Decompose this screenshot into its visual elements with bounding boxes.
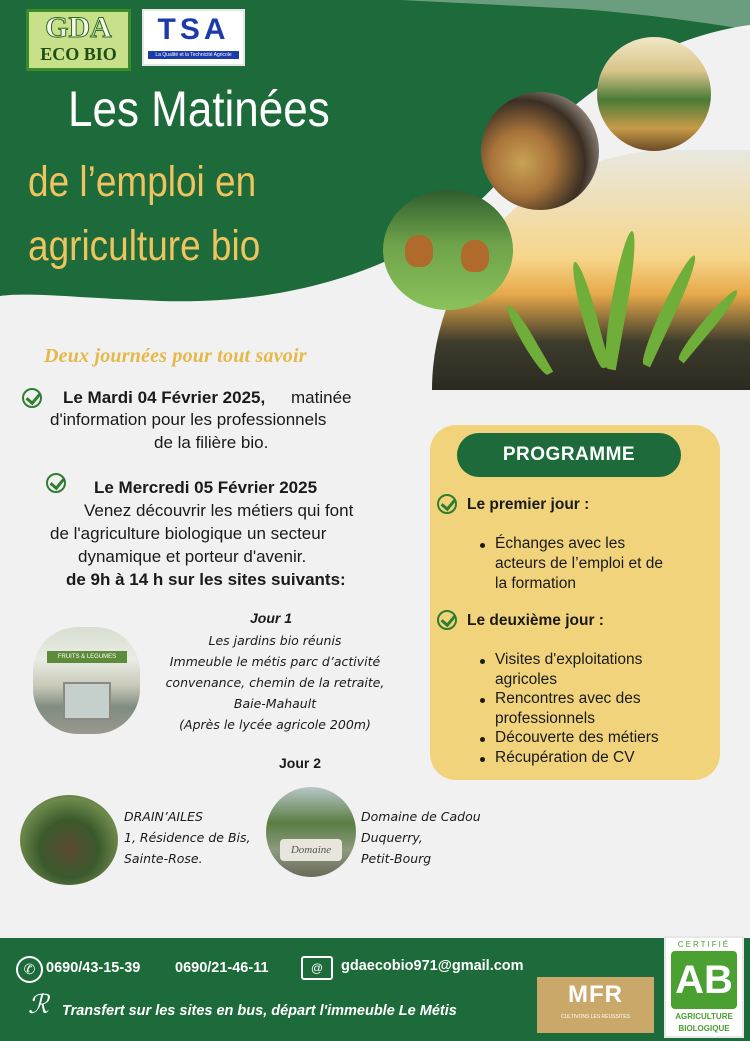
ab-certified-logo	[664, 936, 744, 1038]
ab-line-1: AGRICULTURE	[675, 1012, 733, 1021]
title-line-3: agriculture bio	[28, 222, 261, 270]
drainailes-photo	[20, 795, 118, 885]
jour1-address-line: Les jardins bio réunis	[208, 633, 342, 648]
shop-photo	[33, 627, 140, 734]
gda-eco-bio-logo	[26, 9, 131, 71]
ab-cert-text: CERTIFIÉ	[677, 940, 731, 949]
day2-text-2: de l'agriculture biologique un secteur	[50, 524, 327, 543]
tagline: Deux journées pour tout savoir	[44, 345, 307, 367]
jour2-label: Jour 2	[279, 755, 322, 771]
day1-date: Le Mardi 04 Février 2025,	[63, 388, 266, 407]
bullet	[480, 757, 485, 762]
mfr-logo-text: MFR	[568, 981, 623, 1008]
phone-icon: ✆	[16, 956, 43, 983]
bottles-photo	[597, 37, 711, 151]
day2-date: Le Mercredi 05 Février 2025	[94, 478, 318, 497]
programme-item-line: Récupération de CV	[495, 749, 635, 766]
products-photo	[481, 92, 599, 210]
domaine-photo	[266, 787, 356, 877]
domaine-line: Domaine de Cadou	[361, 809, 481, 824]
title-line-2: de l’emploi en	[28, 158, 257, 206]
jour1-label: Jour 1	[250, 610, 293, 626]
programme-item-line: professionnels	[495, 710, 595, 727]
ab-mark: AB	[671, 951, 737, 1009]
programme-item-line: la formation	[495, 575, 576, 592]
gda-logo-subtext: ECO BIO	[40, 44, 117, 64]
jour1-address-line: Immeuble le métis parc d’activité	[169, 654, 381, 669]
tsa-logo	[142, 9, 245, 66]
phone-number-2[interactable]: 0690/21-46-11	[175, 960, 269, 976]
programme-day2-item	[495, 748, 635, 768]
programme-item-line: acteurs de l’emploi et de	[495, 555, 664, 572]
day1-text-2: d'information pour les professionnels	[50, 410, 327, 429]
day2-text-3: dynamique et porteur d'avenir.	[78, 547, 307, 566]
email-address[interactable]: gdaecobio971@gmail.com	[341, 958, 524, 974]
drainailes-address	[124, 806, 250, 869]
programme-day2-item	[495, 689, 641, 729]
bullet	[480, 659, 485, 664]
jour1-address	[150, 630, 400, 735]
shop-sign: FRUITS & LEGUMES	[47, 651, 127, 663]
tsa-logo-tagline: La Qualité et la Technicité Agricole	[148, 51, 239, 59]
domaine-line: Duquerry,	[361, 830, 423, 845]
phone-number-1[interactable]: 0690/43-15-39	[46, 960, 141, 976]
check-icon	[437, 494, 457, 514]
day1-text-1: matinée	[291, 388, 352, 407]
check-icon	[46, 473, 66, 493]
day2-text-1: Venez découvrir les métiers qui font	[84, 501, 354, 520]
bullet	[480, 737, 485, 742]
gda-logo-text: GDA	[45, 11, 112, 44]
check-icon	[437, 610, 457, 630]
programme-item-line: agricoles	[495, 671, 558, 688]
programme-day2-item	[495, 650, 642, 690]
tsa-logo-text: TSA	[157, 13, 230, 46]
drainailes-line: DRAIN’AILES	[124, 809, 203, 824]
programme-item-line: Découverte des métiers	[495, 729, 659, 746]
chickens-photo	[383, 190, 513, 310]
email-icon: @	[301, 956, 333, 980]
mfr-logo-tagline: CULTIVONS LES RÉUSSITES	[561, 1014, 630, 1020]
programme-day2-item	[495, 728, 659, 748]
domaine-line: Petit-Bourg	[361, 851, 432, 866]
day2-hours: de 9h à 14 h sur les sites suivants:	[66, 570, 346, 589]
bullet	[480, 543, 485, 548]
drainailes-line: 1, Résidence de Bis,	[124, 830, 251, 845]
domaine-sign: Domaine	[280, 839, 342, 861]
transport-info: Transfert sur les sites en bus, départ l'immeuble Le Métis	[62, 1003, 457, 1019]
domaine-address	[361, 806, 481, 869]
programme-day2-heading: Le deuxième jour :	[467, 612, 604, 629]
check-icon	[22, 388, 42, 408]
bullet	[480, 698, 485, 703]
programme-title: PROGRAMME	[457, 433, 681, 477]
programme-day1-item	[495, 534, 663, 594]
programme-item-line: Visites d'exploitations	[495, 651, 643, 668]
jour1-address-line: convenance, chemin de la retraite,	[165, 675, 385, 690]
ab-line-2: BIOLOGIQUE	[678, 1024, 730, 1033]
programme-day1-heading: Le premier jour :	[467, 496, 590, 513]
programme-item-line: Rencontres avec des	[495, 690, 641, 707]
mfr-logo	[537, 977, 654, 1033]
drainailes-line: Sainte-Rose.	[124, 851, 203, 866]
jour1-address-line: (Après le lycée agricole 200m)	[179, 717, 371, 732]
programme-item-line: Échanges avec les	[495, 535, 626, 552]
rs-logo-icon: ℛ	[28, 990, 49, 1019]
jour1-address-line: Baie-Mahault	[233, 696, 317, 711]
day1-text-3: de la filière bio.	[154, 433, 269, 452]
title-line-1: Les Matinées	[68, 81, 330, 137]
